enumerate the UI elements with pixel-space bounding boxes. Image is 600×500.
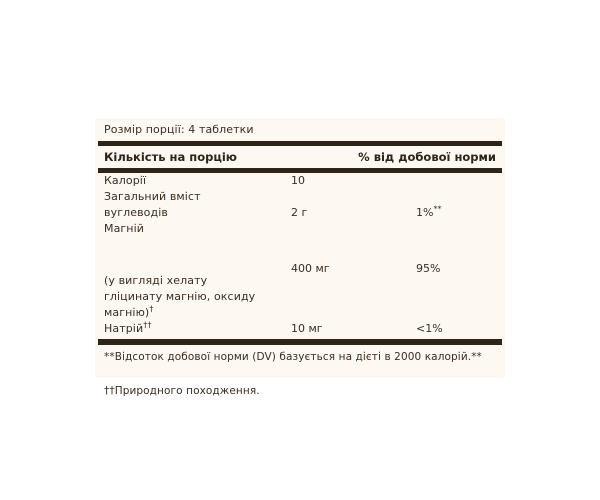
nutrient-name: гліцинату магнію, оксиду (104, 290, 256, 303)
nutrient-name: вуглеводів (104, 206, 168, 219)
nutrient-amount: 10 мг (291, 322, 323, 335)
footnote-text: **Відсоток добової норми (DV) базується на дієті в 2000 калорій.** (104, 351, 482, 363)
serving-size-text: Розмір порції: 4 таблетки (104, 123, 254, 136)
nutrient-daily-value: 95% (416, 262, 441, 275)
nutrient-rows (98, 173, 502, 339)
nutrient-name: Калорії (104, 174, 147, 187)
header-amount-per-serving: Кількість на порцію (104, 150, 237, 164)
footnote-marker: † (149, 304, 154, 314)
footnote-text: ††Природного походження. (104, 385, 260, 397)
footnote-marker: †† (143, 320, 152, 330)
supplement-facts-panel (95, 118, 505, 397)
nutrient-name: Магній (104, 222, 145, 235)
nutrient-name: Натрій†† (104, 320, 152, 335)
nutrient-amount: 2 г (291, 206, 308, 219)
header-percent-daily-value: % від добової норми (358, 150, 496, 164)
nutrient-name: магнію)† (104, 304, 154, 319)
nutrient-name: (у вигляді хелату (104, 274, 208, 287)
table-header-row (98, 146, 502, 168)
nutrient-amount: 400 мг (291, 262, 330, 275)
footnote-marker: ** (433, 204, 442, 214)
nutrient-amount: 10 (291, 174, 305, 187)
supplement-facts-table (95, 118, 505, 399)
nutrient-daily-value: 1%** (416, 204, 442, 219)
nutrient-daily-value: <1% (416, 322, 443, 335)
nutrient-name: Загальний вміст (104, 190, 201, 203)
footnotes (98, 345, 502, 399)
